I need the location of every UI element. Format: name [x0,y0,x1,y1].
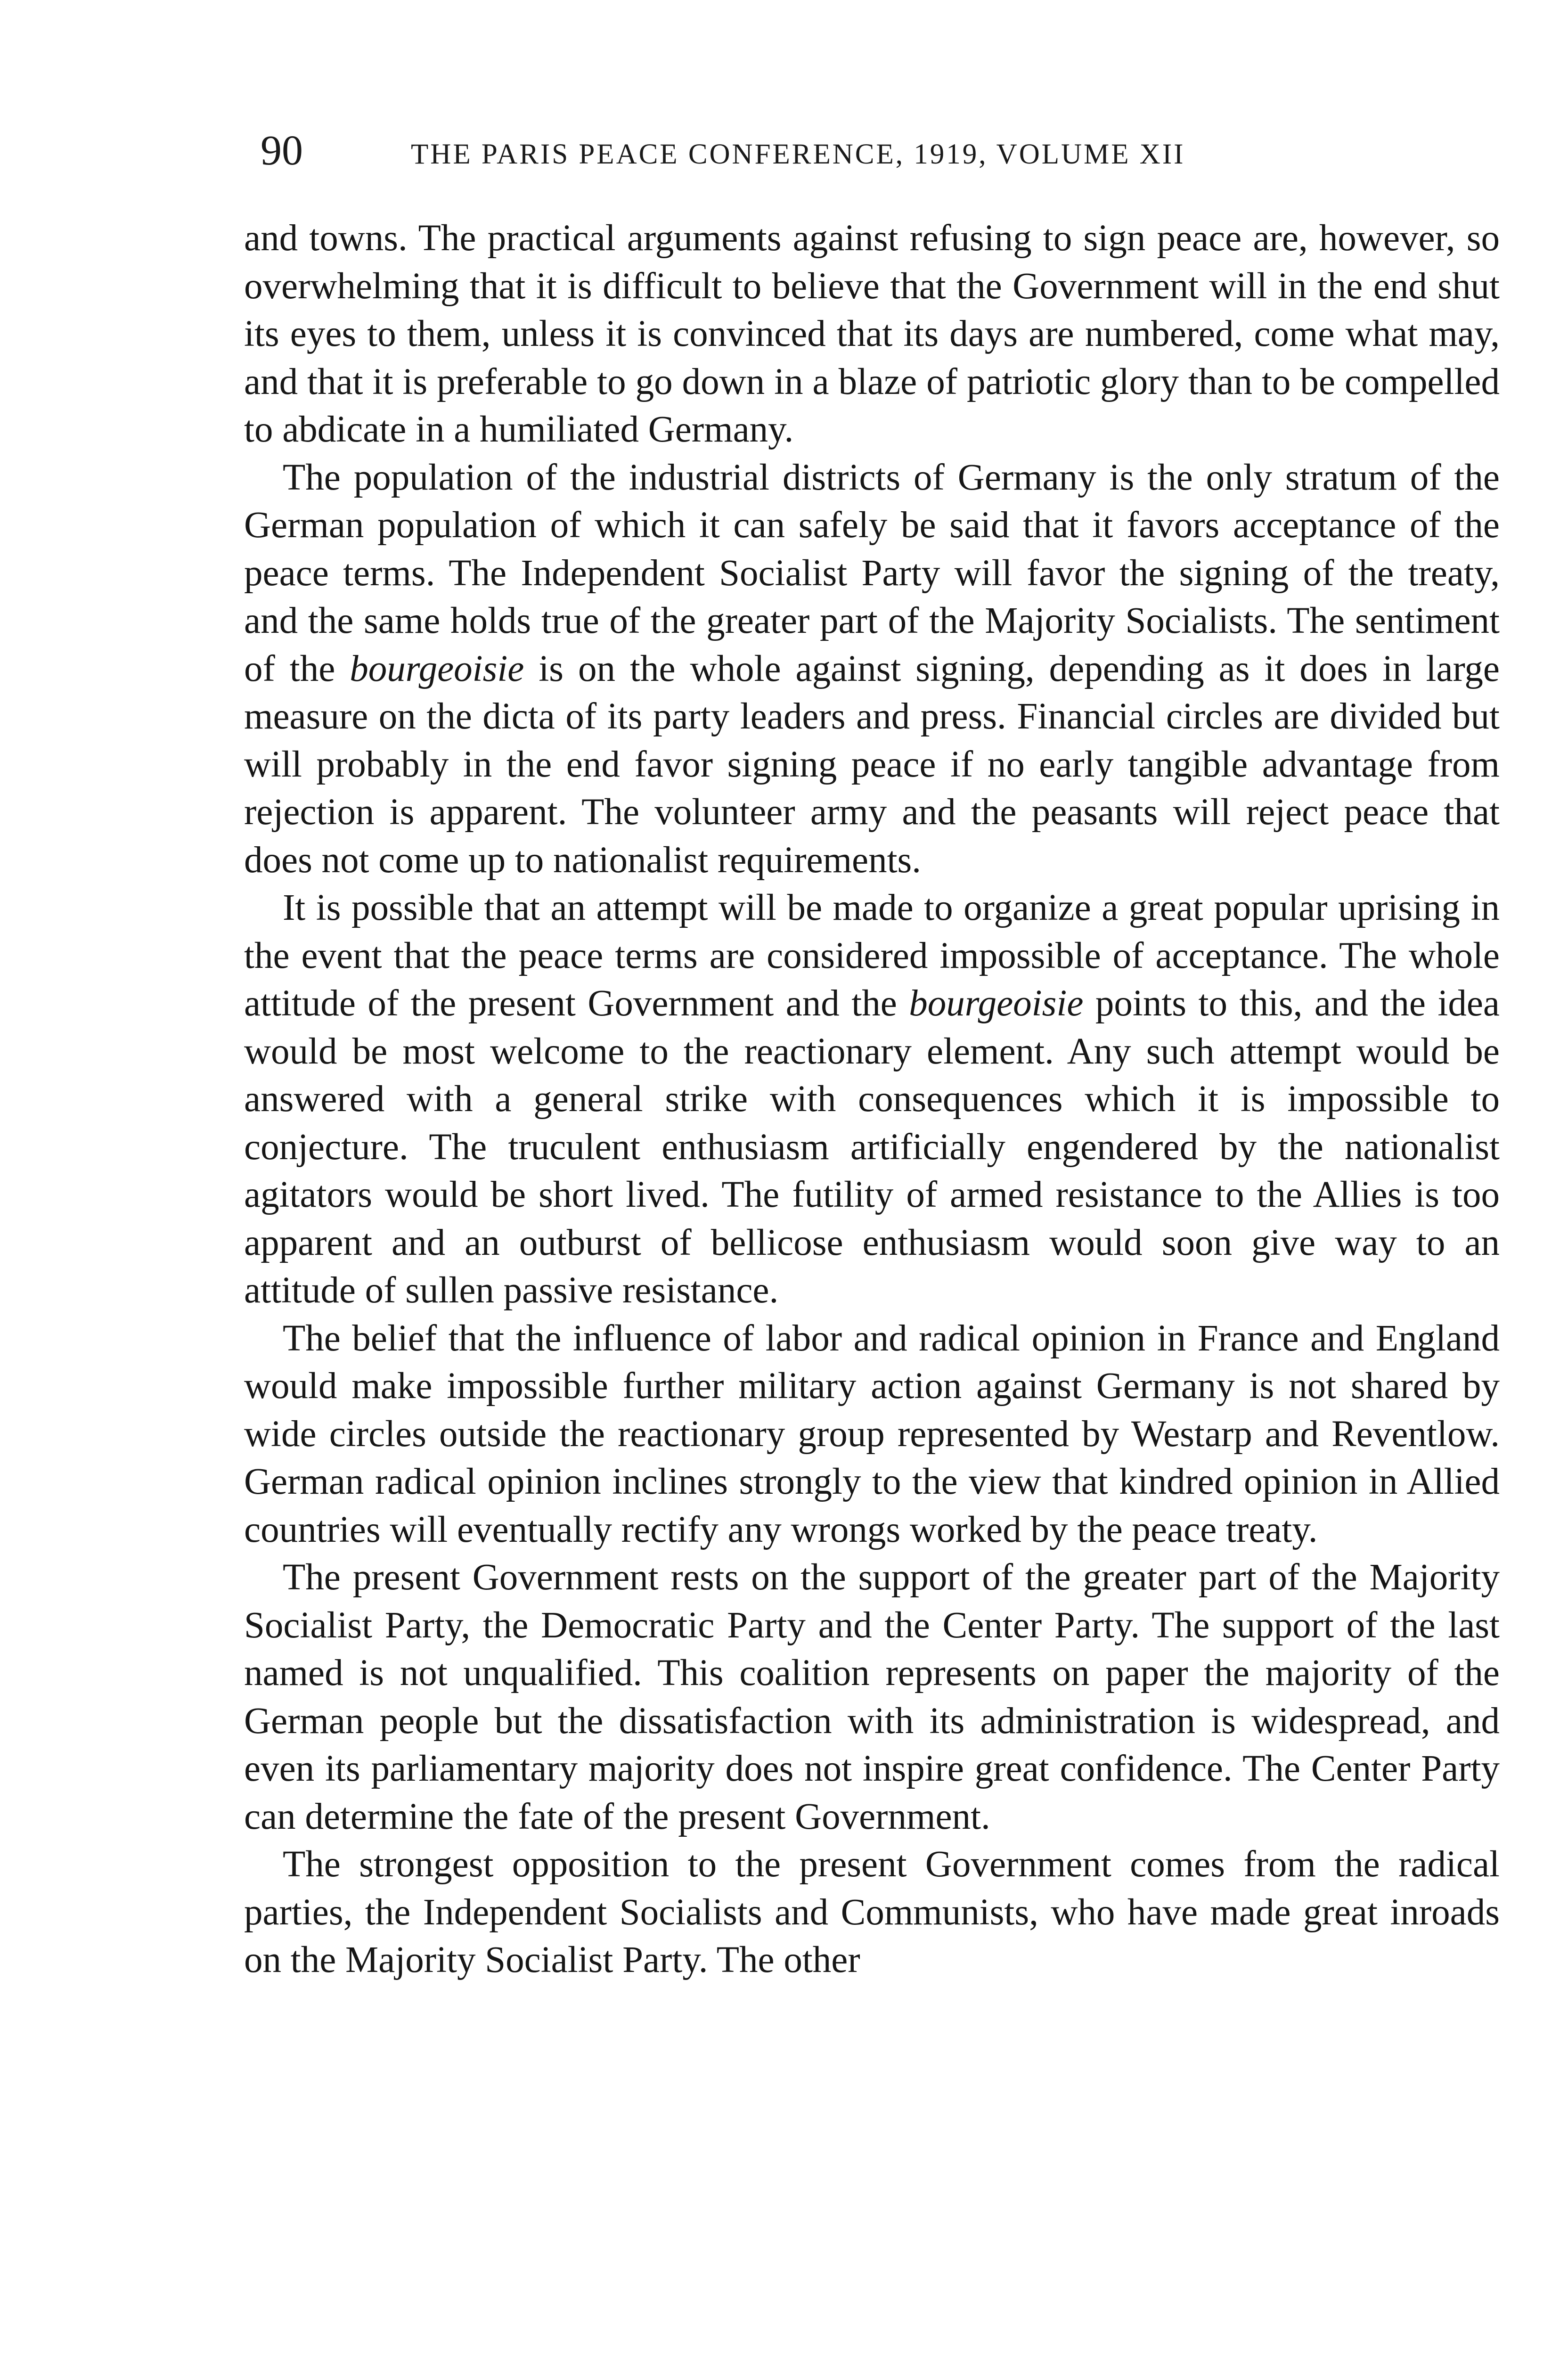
paragraph-text: It is possible that an attempt will be made to organize a great popular uprising in the event that the peace terms are considered impossible of acceptance. The whole attitude of the present Government and the [244,887,1500,1024]
paragraph-text: is on the whole against signing, depending as it does in large measure on the dicta of its party leaders and press. Financial circles are divided but will probably in the end favor signing peace if no early tangible advantage from rejection is apparent. The volunteer army and the peasants will reject peace that does not come up to nationalist requirements. [244,648,1500,881]
paragraph [244,1554,1500,1841]
paragraph [244,454,1500,884]
paragraph-text: The population of the industrial districts of Germany is the only stratum of the German population of which it can safely be said that it favors acceptance of the peace terms. The Independent Socialist Party will favor the signing of the treaty, and the same holds true of the greater part of the Majority Socialists. The sentiment of the [244,457,1500,689]
paragraph [244,884,1500,1315]
paragraph-text: The present Government rests on the support of the greater part of the Majority Socialist Party, the Democratic Party and the Center Party. The support of the last named is not unqualified. This coalition represents on paper the majority of the German people but the dissatisfaction with its administration is widespread, and even its parliamentary majority does not inspire great confidence. The Center Party can determine the fate of the present Government. [244,1557,1500,1837]
paragraph [244,1315,1500,1554]
italic-term: bourgeoisie [909,983,1084,1024]
body-text [244,214,1500,1984]
paragraph-text: The belief that the influence of labor and radical opinion in France and England would make impossible further military action against Germany is not shared by wide circles outside the reactionary group represented by Westarp and Reventlow. German radical opinion inclines strongly to the view that kindred opinion in Allied countries will eventually rectify any wrongs worked by the peace treaty. [244,1317,1500,1550]
italic-term: bourgeoisie [350,648,524,689]
running-title: THE PARIS PEACE CONFERENCE, 1919, VOLUME XII [411,139,1185,170]
page-number: 90 [261,127,303,174]
paragraph-text: The strongest opposition to the present Government comes from the radical parties, the Independent Socialists and Communists, who have made great inroads on the Majority Socialist Party. The other [244,1844,1500,1980]
paragraph [244,1841,1500,1984]
paragraph-text: and towns. The practical arguments against refusing to sign peace are, however, so overwhelming that it is difficult to believe that the Government will in the end shut its eyes to them, unless it is convinced that its days are numbered, come what may, and that it is preferable to go down in a blaze of patriotic glory than to be compelled to abdicate in a humiliated Germany. [244,218,1500,450]
paragraph [244,214,1500,454]
paragraph-text: points to this, and the idea would be most welcome to the reactionary element. Any such attempt would be answered with a general strike with consequences which it is impossible to conjecture. The truculent enthusiasm artificially engendered by the nationalist agitators would be short lived. The futility of armed resistance to the Allies is too apparent and an outburst of bellicose enthusiasm would soon give way to an attitude of sullen passive resistance. [244,983,1500,1311]
